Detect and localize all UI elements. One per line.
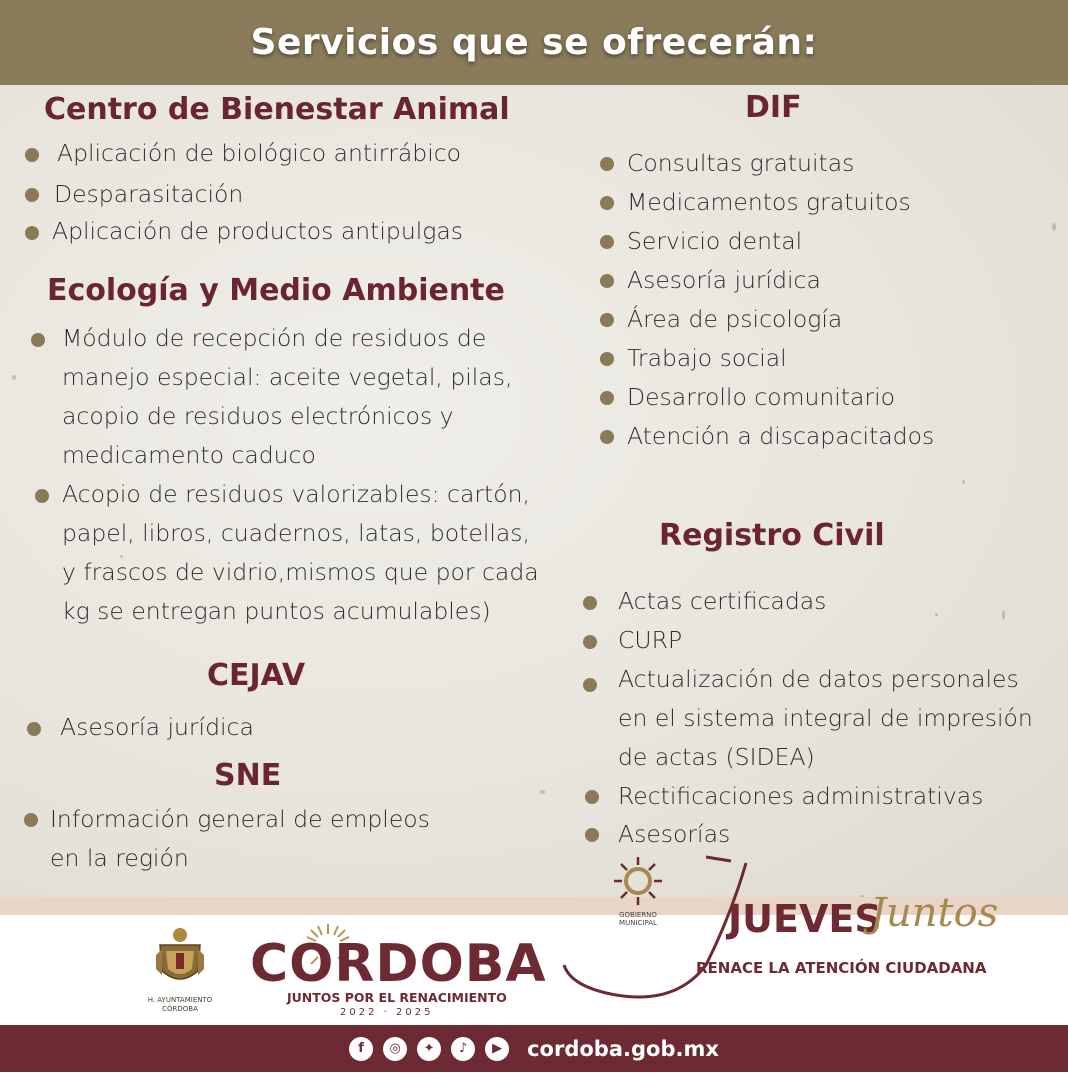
cordoba-wordmark: CORDOBA [250,934,547,994]
bottom-strip [0,1072,1068,1080]
list-item: Trabajo social [627,344,787,372]
heading-dif: DIF [745,90,802,125]
social-bar [0,1025,1068,1072]
list-item: Acopio de residuos valorizables: cartón, [62,480,530,508]
bullet [25,226,39,240]
jueves-tagline: RENACE LA ATENCIÓN CIUDADANA [696,959,987,977]
list-item: CURP [618,626,683,654]
list-item: Desarrollo comunitario [627,383,895,411]
cordoba-years: 2022 · 2025 [340,1007,434,1018]
bullet [583,635,597,649]
bullet [600,313,614,327]
bullet [585,790,599,804]
list-item: Aplicación de biológico antirrábico [57,139,462,167]
list-item: Información general de empleos [50,805,430,833]
bullet [600,196,614,210]
list-item: Módulo de recepción de residuos de [62,324,487,352]
jueves-wordmark: JUEVES [728,897,882,941]
facebook-icon[interactable]: f [349,1037,373,1061]
list-item: Desparasitación [54,180,244,208]
bullet [25,188,39,202]
list-item: Asesorías [618,820,731,848]
list-item-line: medicamento caduco [62,441,316,469]
bullet [583,678,597,692]
list-item: Atención a discapacitados [627,422,935,450]
list-item: Asesoría jurídica [627,266,821,294]
header-bar [0,0,1068,85]
list-item: Asesoría jurídica [60,713,254,741]
bullet [585,828,599,842]
list-item-line: manejo especial: aceite vegetal, pilas, [62,363,513,391]
list-item: Actualización de datos personales [618,665,1019,693]
list-item: Aplicación de productos antipulgas [52,217,464,245]
bullet [600,274,614,288]
list-item-line: de actas (SIDEA) [618,743,815,771]
bullet [31,333,45,347]
instagram-icon[interactable]: ◎ [383,1037,407,1061]
heading-sne: SNE [214,758,282,793]
list-item: Actas certificadas [618,587,827,615]
tiktok-icon[interactable]: ♪ [451,1037,475,1061]
bullet [600,352,614,366]
bullet [35,489,49,503]
list-item: Consultas gratuitas [627,149,855,177]
youtube-icon[interactable]: ▶ [485,1037,509,1061]
list-item-line: y frascos de vidrio,mismos que por cada [62,558,539,586]
bullet [600,430,614,444]
list-item-line: en la región [50,844,189,872]
cordoba-tagline: JUNTOS POR EL RENACIMIENTO [287,990,507,1005]
list-item-line: kg se entregan puntos acumulables) [62,597,491,625]
bullet [600,157,614,171]
page-title: Servicios que se ofrecerán: [250,22,818,63]
list-item-line: papel, libros, cuadernos, latas, botellas, [62,519,531,547]
bullet [583,596,597,610]
list-item: Área de psicología [627,305,843,333]
gobierno-label: GOBIERNO MUNICIPAL [619,911,657,927]
website-link[interactable]: cordoba.gob.mx [527,1036,719,1061]
heading-bienestar-animal: Centro de Bienestar Animal [44,92,510,127]
bullet [24,813,38,827]
heading-ecologia: Ecología y Medio Ambiente [47,273,505,308]
heading-registro-civil: Registro Civil [659,518,885,553]
bullet [27,722,41,736]
bullet [600,391,614,405]
bullet [600,235,614,249]
ayuntamiento-crest [152,925,208,995]
list-item: Rectificaciones administrativas [618,782,984,810]
list-item: Medicamentos gratuitos [627,188,911,216]
list-item-line: en el sistema integral de impresión [618,704,1033,732]
bullet [25,148,39,162]
list-item: Servicio dental [627,227,803,255]
twitter-icon[interactable]: ✦ [417,1037,441,1061]
heading-cejav: CEJAV [207,658,306,693]
list-item-line: acopio de residuos electrónicos y [62,402,454,430]
ayuntamiento-label: H. AYUNTAMIENTO CÓRDOBA [147,996,213,1013]
juntos-script: Juntos [870,890,999,936]
